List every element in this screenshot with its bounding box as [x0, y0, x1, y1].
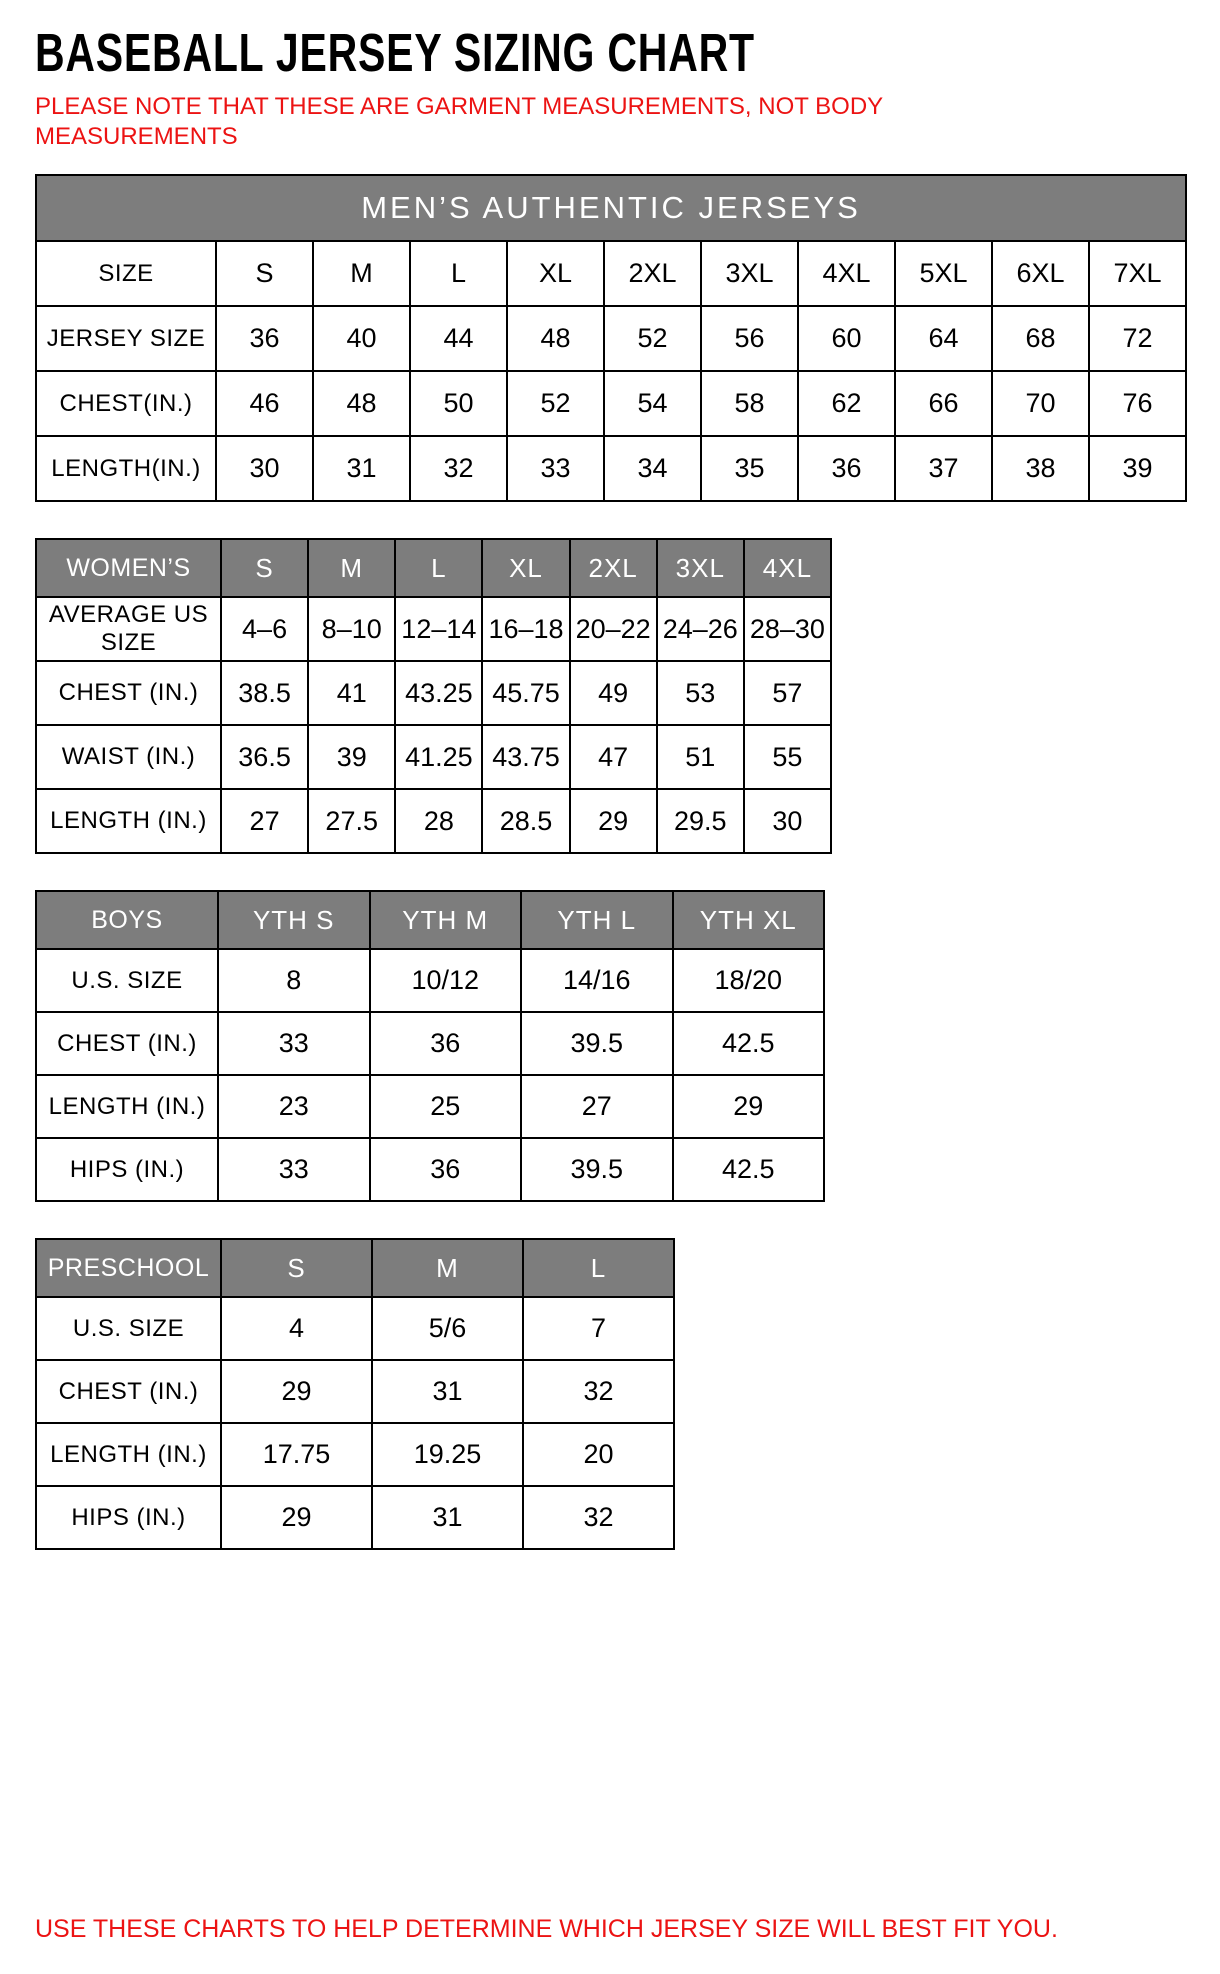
mens-cell-value: 31 — [313, 436, 410, 501]
mens-cell-value: 50 — [410, 371, 507, 436]
garment-measurements-note: PLEASE NOTE THAT THESE ARE GARMENT MEASUREMENTS, NOT BODY MEASUREMENTS — [35, 93, 883, 150]
mens-cell-value: 36 — [798, 436, 895, 501]
mens-cell-value: 48 — [507, 306, 604, 371]
womens-cell-value: 29.5 — [657, 789, 744, 853]
mens-cell-value: 62 — [798, 371, 895, 436]
boys-table — [35, 890, 825, 1202]
boys-cell-value: 42.5 — [673, 1012, 825, 1075]
mens-cell-value: 58 — [701, 371, 798, 436]
preschool-row — [36, 1423, 674, 1486]
mens-row-label: LENGTH(IN.) — [36, 436, 216, 501]
mens-cell-value: M — [313, 241, 410, 306]
womens-column-header: S — [221, 539, 308, 597]
mens-cell-value: 34 — [604, 436, 701, 501]
boys-cell-value: 8 — [218, 949, 370, 1012]
boys-cell-value: 25 — [370, 1075, 522, 1138]
mens-row-label: CHEST(IN.) — [36, 371, 216, 436]
womens-cell-value: 30 — [744, 789, 831, 853]
preschool-cell-value: 19.25 — [372, 1423, 523, 1486]
womens-cell-value: 20–22 — [570, 597, 657, 661]
boys-header-row — [36, 891, 824, 949]
boys-column-header: YTH XL — [673, 891, 825, 949]
mens-row — [36, 241, 1186, 306]
mens-cell-value: 54 — [604, 371, 701, 436]
mens-cell-value: 37 — [895, 436, 992, 501]
page-title — [35, 23, 1185, 83]
mens-cell-value: 36 — [216, 306, 313, 371]
womens-cell-value: 16–18 — [482, 597, 569, 661]
boys-cell-value: 10/12 — [370, 949, 522, 1012]
womens-cell-value: 43.25 — [395, 661, 482, 725]
preschool-table — [35, 1238, 675, 1550]
womens-table — [35, 538, 832, 854]
womens-cell-value: 36.5 — [221, 725, 308, 789]
mens-cell-value: 7XL — [1089, 241, 1186, 306]
page-title-text: BASEBALL JERSEY SIZING CHART — [35, 23, 755, 83]
mens-cell-value: 68 — [992, 306, 1089, 371]
mens-row-label: JERSEY SIZE — [36, 306, 216, 371]
mens-cell-value: 2XL — [604, 241, 701, 306]
womens-cell-value: 28 — [395, 789, 482, 853]
boys-cell-value: 39.5 — [521, 1012, 673, 1075]
mens-banner-title: MEN’S AUTHENTIC JERSEYS — [36, 175, 1186, 241]
preschool-column-header: M — [372, 1239, 523, 1297]
preschool-cell-value: 29 — [221, 1360, 372, 1423]
preschool-header-label: PRESCHOOL — [36, 1239, 221, 1297]
mens-cell-value: 64 — [895, 306, 992, 371]
boys-cell-value: 27 — [521, 1075, 673, 1138]
preschool-cell-value: 31 — [372, 1486, 523, 1549]
mens-table — [35, 174, 1187, 502]
womens-cell-value: 41 — [308, 661, 395, 725]
mens-cell-value: 52 — [507, 371, 604, 436]
boys-cell-value: 18/20 — [673, 949, 825, 1012]
womens-cell-value: 38.5 — [221, 661, 308, 725]
mens-cell-value: 5XL — [895, 241, 992, 306]
womens-cell-value: 27 — [221, 789, 308, 853]
womens-cell-value: 28.5 — [482, 789, 569, 853]
womens-cell-value: 4–6 — [221, 597, 308, 661]
preschool-row — [36, 1297, 674, 1360]
preschool-cell-value: 31 — [372, 1360, 523, 1423]
womens-column-header: 2XL — [570, 539, 657, 597]
womens-column-header: 4XL — [744, 539, 831, 597]
mens-cell-value: 56 — [701, 306, 798, 371]
mens-cell-value: 66 — [895, 371, 992, 436]
preschool-header-row — [36, 1239, 674, 1297]
boys-cell-value: 33 — [218, 1012, 370, 1075]
preschool-row — [36, 1360, 674, 1423]
mens-cell-value: 60 — [798, 306, 895, 371]
preschool-column-header: S — [221, 1239, 372, 1297]
mens-cell-value: 32 — [410, 436, 507, 501]
womens-row — [36, 789, 831, 853]
womens-cell-value: 57 — [744, 661, 831, 725]
mens-cell-value: L — [410, 241, 507, 306]
mens-cell-value: 39 — [1089, 436, 1186, 501]
preschool-cell-value: 32 — [523, 1360, 674, 1423]
boys-column-header: YTH S — [218, 891, 370, 949]
womens-column-header: 3XL — [657, 539, 744, 597]
mens-cell-value: 72 — [1089, 306, 1186, 371]
womens-row-label: CHEST (IN.) — [36, 661, 221, 725]
womens-cell-value: 51 — [657, 725, 744, 789]
mens-cell-value: S — [216, 241, 313, 306]
womens-column-header: L — [395, 539, 482, 597]
preschool-cell-value: 7 — [523, 1297, 674, 1360]
mens-row-label: SIZE — [36, 241, 216, 306]
womens-cell-value: 53 — [657, 661, 744, 725]
mens-cell-value: 35 — [701, 436, 798, 501]
mens-cell-value: 70 — [992, 371, 1089, 436]
womens-cell-value: 41.25 — [395, 725, 482, 789]
tables-container — [35, 152, 1185, 1550]
mens-cell-value: 3XL — [701, 241, 798, 306]
boys-row — [36, 1138, 824, 1201]
womens-cell-value: 55 — [744, 725, 831, 789]
mens-cell-value: 44 — [410, 306, 507, 371]
womens-cell-value: 28–30 — [744, 597, 831, 661]
boys-row — [36, 1075, 824, 1138]
preschool-cell-value: 32 — [523, 1486, 674, 1549]
mens-row — [36, 306, 1186, 371]
womens-cell-value: 27.5 — [308, 789, 395, 853]
boys-cell-value: 14/16 — [521, 949, 673, 1012]
mens-row — [36, 371, 1186, 436]
mens-cell-value: 52 — [604, 306, 701, 371]
preschool-cell-value: 5/6 — [372, 1297, 523, 1360]
boys-row-label: LENGTH (IN.) — [36, 1075, 218, 1138]
preschool-cell-value: 29 — [221, 1486, 372, 1549]
preschool-row-label: HIPS (IN.) — [36, 1486, 221, 1549]
boys-cell-value: 42.5 — [673, 1138, 825, 1201]
boys-cell-value: 33 — [218, 1138, 370, 1201]
boys-row — [36, 949, 824, 1012]
womens-cell-value: 12–14 — [395, 597, 482, 661]
boys-row-label: CHEST (IN.) — [36, 1012, 218, 1075]
boys-cell-value: 29 — [673, 1075, 825, 1138]
mens-cell-value: 76 — [1089, 371, 1186, 436]
mens-cell-value: 4XL — [798, 241, 895, 306]
mens-cell-value: 33 — [507, 436, 604, 501]
mens-cell-value: 6XL — [992, 241, 1089, 306]
boys-row — [36, 1012, 824, 1075]
mens-cell-value: 38 — [992, 436, 1089, 501]
womens-row — [36, 725, 831, 789]
preschool-cell-value: 20 — [523, 1423, 674, 1486]
womens-column-header: M — [308, 539, 395, 597]
mens-cell-value: 46 — [216, 371, 313, 436]
womens-cell-value: 8–10 — [308, 597, 395, 661]
womens-cell-value: 49 — [570, 661, 657, 725]
womens-row — [36, 597, 831, 661]
mens-banner-row — [36, 175, 1186, 241]
womens-row-label: WAIST (IN.) — [36, 725, 221, 789]
womens-cell-value: 29 — [570, 789, 657, 853]
womens-row-label: AVERAGE US SIZE — [36, 597, 221, 661]
boys-row-label: HIPS (IN.) — [36, 1138, 218, 1201]
preschool-cell-value: 4 — [221, 1297, 372, 1360]
boys-cell-value: 36 — [370, 1138, 522, 1201]
mens-cell-value: 40 — [313, 306, 410, 371]
boys-row-label: U.S. SIZE — [36, 949, 218, 1012]
womens-header-label: WOMEN’S — [36, 539, 221, 597]
footer-note: USE THESE CHARTS TO HELP DETERMINE WHICH JERSEY SIZE WILL BEST FIT YOU. — [35, 1915, 1058, 1943]
boys-cell-value: 23 — [218, 1075, 370, 1138]
womens-cell-value: 45.75 — [482, 661, 569, 725]
preschool-column-header: L — [523, 1239, 674, 1297]
boys-cell-value: 36 — [370, 1012, 522, 1075]
mens-cell-value: XL — [507, 241, 604, 306]
preschool-cell-value: 17.75 — [221, 1423, 372, 1486]
womens-cell-value: 24–26 — [657, 597, 744, 661]
preschool-row-label: U.S. SIZE — [36, 1297, 221, 1360]
womens-column-header: XL — [482, 539, 569, 597]
womens-row-label: LENGTH (IN.) — [36, 789, 221, 853]
boys-header-label: BOYS — [36, 891, 218, 949]
mens-row — [36, 436, 1186, 501]
mens-cell-value: 30 — [216, 436, 313, 501]
preschool-row — [36, 1486, 674, 1549]
boys-column-header: YTH M — [370, 891, 522, 949]
mens-cell-value: 48 — [313, 371, 410, 436]
preschool-row-label: CHEST (IN.) — [36, 1360, 221, 1423]
boys-cell-value: 39.5 — [521, 1138, 673, 1201]
womens-cell-value: 39 — [308, 725, 395, 789]
boys-column-header: YTH L — [521, 891, 673, 949]
preschool-row-label: LENGTH (IN.) — [36, 1423, 221, 1486]
womens-cell-value: 43.75 — [482, 725, 569, 789]
womens-row — [36, 661, 831, 725]
womens-header-row — [36, 539, 831, 597]
womens-cell-value: 47 — [570, 725, 657, 789]
